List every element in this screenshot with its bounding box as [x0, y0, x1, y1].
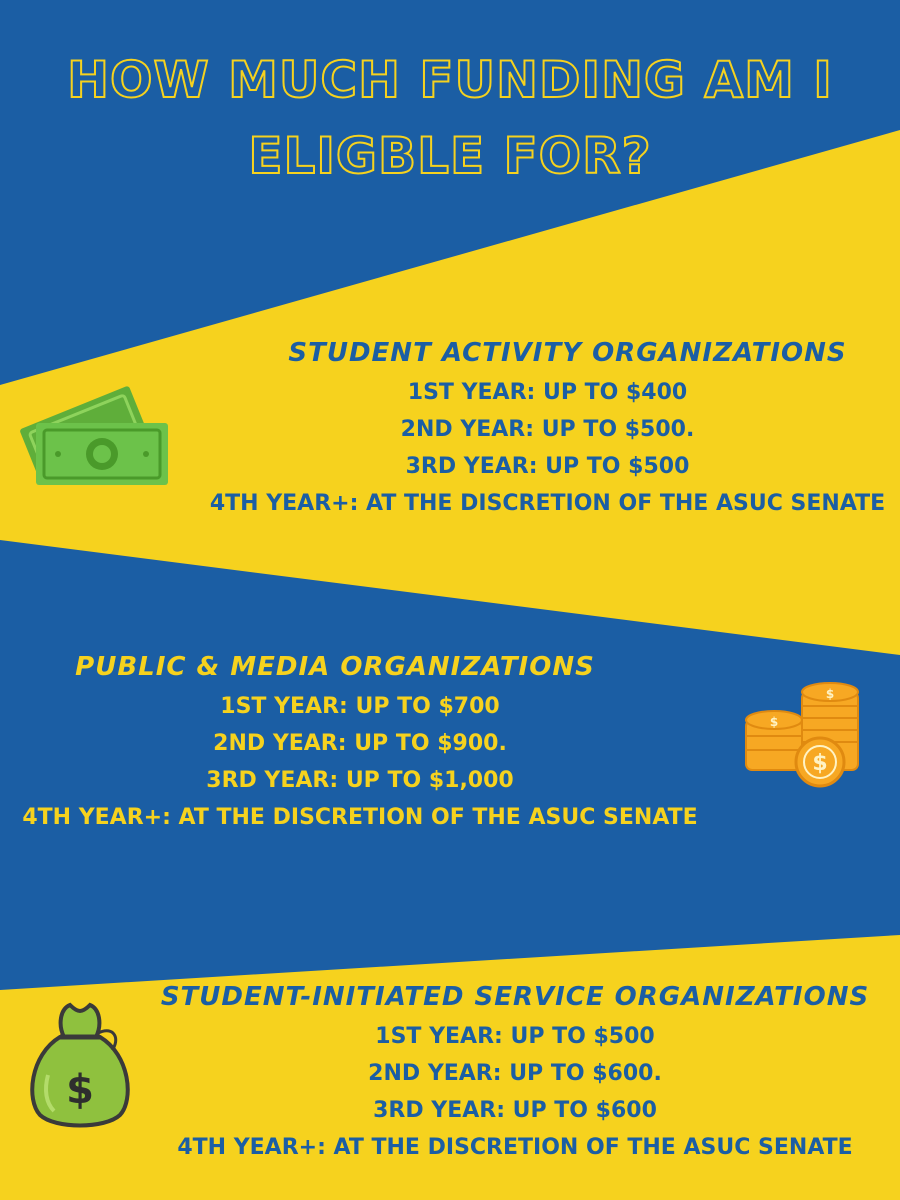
title-line-1: HOW MUCH FUNDING AM I	[67, 51, 833, 109]
svg-text:$: $	[812, 751, 828, 776]
svg-text:$: $	[769, 715, 779, 729]
service-organizations-section	[130, 980, 900, 1166]
section-heading: STUDENT-INITIATED SERVICE ORGANIZATIONS	[160, 982, 870, 1012]
section-heading: PUBLIC & MEDIA ORGANIZATIONS	[75, 652, 595, 682]
funding-line-1st-year: 1ST YEAR: UP TO $500	[375, 1024, 655, 1049]
title-line-2: ELIGBLE FOR?	[248, 127, 652, 185]
svg-text:$: $	[66, 1067, 94, 1113]
svg-text:$: $	[825, 687, 835, 701]
funding-line-3rd-year: 3RD YEAR: UP TO $1,000	[206, 768, 514, 793]
funding-line-3rd-year: 3RD YEAR: UP TO $600	[373, 1098, 657, 1123]
public-media-section	[0, 650, 720, 836]
funding-line-3rd-year: 3RD YEAR: UP TO $500	[405, 454, 690, 479]
funding-line-4th-year: 4TH YEAR+: AT THE DISCRETION OF THE ASUC SENATE	[22, 805, 698, 830]
funding-line-1st-year: 1ST YEAR: UP TO $700	[220, 694, 500, 719]
funding-line-2nd-year: 2ND YEAR: UP TO $600.	[368, 1061, 662, 1086]
cash-bills-icon	[8, 385, 168, 500]
funding-line-2nd-year: 2ND YEAR: UP TO $500.	[400, 417, 695, 442]
funding-line-4th-year: 4TH YEAR+: AT THE DISCRETION OF THE ASUC SENATE	[209, 491, 886, 516]
coin-stack-icon	[742, 680, 864, 790]
money-bag-icon	[20, 995, 140, 1130]
funding-line-4th-year: 4TH YEAR+: AT THE DISCRETION OF THE ASUC SENATE	[177, 1135, 853, 1160]
section-heading: STUDENT ACTIVITY ORGANIZATIONS	[288, 338, 847, 368]
page-title	[60, 42, 840, 194]
funding-line-2nd-year: 2ND YEAR: UP TO $900.	[213, 731, 507, 756]
funding-line-1st-year: 1ST YEAR: UP TO $400	[407, 380, 688, 405]
student-activity-section	[195, 336, 900, 522]
